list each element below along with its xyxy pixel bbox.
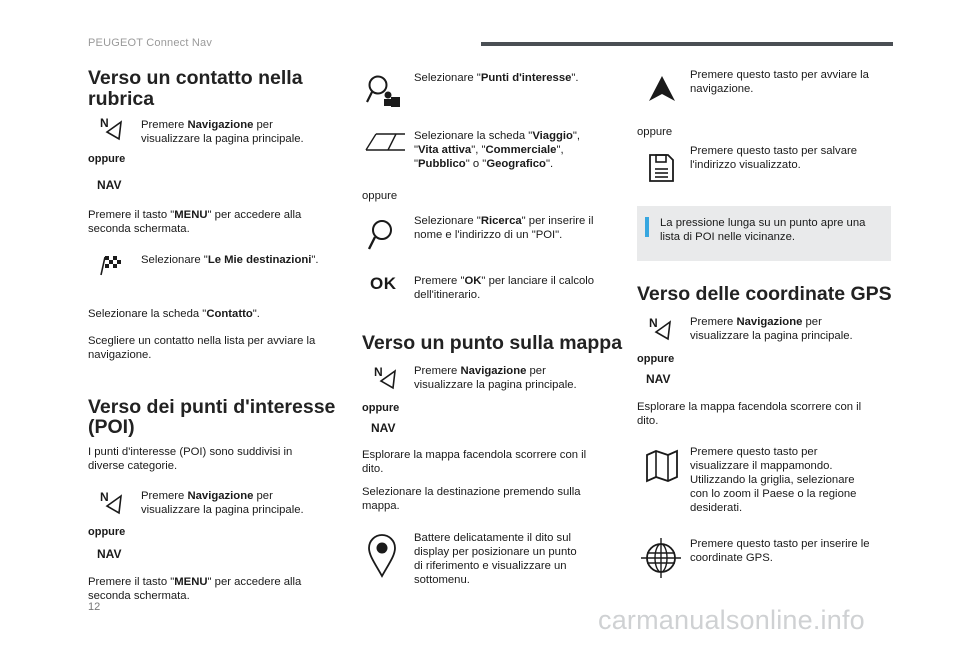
nav-button-label[interactable]: NAV — [371, 421, 396, 435]
oppure-label: oppure — [362, 402, 400, 414]
oppure-label: oppure — [637, 353, 675, 365]
text-nav-line1: Premere Navigazione per — [414, 365, 546, 377]
text-nav-line2: visualizzare la pagina principale. — [141, 504, 304, 516]
text-select-dest-line1: Selezionare la destinazione premendo sulla — [362, 486, 581, 498]
text-my-destinations: Selezionare "Le Mie destinazioni". — [141, 254, 319, 266]
text-info-line1: La pressione lunga su un punto apre una — [660, 217, 866, 229]
ok-button-icon[interactable]: OK — [370, 274, 397, 293]
text-gps-line2: coordinate GPS. — [690, 552, 773, 564]
heading-gps: Verso delle coordinate GPS — [637, 283, 892, 305]
text-tab-line2: "Vita attiva", "Commerciale", — [414, 144, 564, 156]
text-poi-intro-line2: diverse categorie. — [88, 460, 178, 472]
text-menu-line1: Premere il tasto "MENU" per accedere alla — [88, 576, 302, 588]
checkered-flag-icon[interactable] — [98, 251, 124, 277]
text-select-dest-line2: mappa. — [362, 500, 400, 512]
text-choose-line2: navigazione. — [88, 349, 152, 361]
text-select-poi: Selezionare "Punti d'interesse". — [414, 72, 579, 84]
oppure-text: oppure — [637, 126, 673, 138]
watermark-text: carmanualsonline.info — [598, 605, 865, 635]
map-pin-icon[interactable] — [366, 532, 398, 578]
text-ok-line1: Premere "OK" per lanciare il calcolo — [414, 275, 595, 287]
heading-contact-1: Verso un contatto nella — [88, 67, 303, 89]
nav-button-label[interactable]: NAV — [97, 178, 122, 192]
gps-globe-icon[interactable] — [641, 537, 681, 579]
text-world-line1: Premere questo tasto per — [690, 446, 818, 458]
nav-n-letter: N — [649, 316, 658, 330]
start-navigation-icon[interactable] — [647, 74, 677, 104]
text-explore-line1: Esplorare la mappa facendola scorrere con il — [637, 401, 862, 413]
heading-poi-1: Verso dei punti d'interesse — [88, 396, 336, 418]
text-menu-line2: seconda schermata. — [88, 223, 190, 235]
text-nav-line1: Premere Navigazione per — [141, 119, 273, 131]
text-contact-tab: Selezionare la scheda "Contatto". — [88, 308, 260, 320]
text-world-line3: Utilizzando la griglia, selezionare — [690, 474, 855, 486]
text-menu-line2: seconda schermata. — [88, 590, 190, 602]
text-nav-line2: visualizzare la pagina principale. — [141, 133, 304, 145]
nav-arrow-icon — [653, 320, 673, 342]
header-divider-bar — [481, 42, 893, 46]
heading-contact-2: rubrica — [88, 88, 155, 110]
nav-n-letter: N — [374, 365, 383, 379]
text-explore-line1: Esplorare la mappa facendola scorrere con il — [362, 449, 587, 461]
text-tap-line1: Battere delicatamente il dito sul — [414, 532, 571, 544]
text-tab-line1: Selezionare la scheda "Viaggio", — [414, 130, 581, 142]
text-explore-line2: dito. — [637, 415, 659, 427]
search-icon[interactable] — [366, 218, 396, 252]
text-tap-line4: sottomenu. — [414, 574, 470, 586]
trip-road-icon[interactable] — [364, 130, 408, 154]
text-tap-line2: display per posizionare un punto — [414, 546, 577, 558]
text-explore-line2: dito. — [362, 463, 384, 475]
text-nav-line1: Premere Navigazione per — [141, 490, 273, 502]
text-save-line2: l'indirizzo visualizzato. — [690, 159, 801, 171]
text-nav-line2: visualizzare la pagina principale. — [690, 330, 853, 342]
nav-arrow-icon — [104, 120, 124, 142]
text-nav-line1: Premere Navigazione per — [690, 316, 822, 328]
nav-n-letter: N — [100, 490, 109, 504]
heading-poi-2: (POI) — [88, 416, 135, 438]
text-nav-line2: visualizzare la pagina principale. — [414, 379, 577, 391]
text-menu-line1: Premere il tasto "MENU" per accedere alla — [88, 209, 302, 221]
text-ok-line2: dell'itinerario. — [414, 289, 481, 301]
oppure-label: oppure — [88, 526, 126, 538]
nav-button-label[interactable]: NAV — [646, 372, 671, 386]
text-start-line1: Premere questo tasto per avviare la — [690, 69, 869, 81]
info-icon — [645, 217, 649, 237]
text-search-line1: Selezionare "Ricerca" per inserire il — [414, 215, 594, 227]
page-number: 12 — [88, 601, 101, 613]
text-search-line2: nome e l'indirizzo di un "POI". — [414, 229, 563, 241]
save-icon[interactable] — [646, 152, 676, 184]
text-save-line1: Premere questo tasto per salvare — [690, 145, 858, 157]
running-header: PEUGEOT Connect Nav — [88, 37, 213, 49]
nav-arrow-icon — [378, 369, 398, 391]
text-world-line4: con lo zoom il Paese o la regione — [690, 488, 857, 500]
poi-icon[interactable] — [364, 72, 404, 112]
text-start-line2: navigazione. — [690, 83, 754, 95]
nav-button-label[interactable]: NAV — [97, 547, 122, 561]
text-tap-line3: di riferimento e visualizzare un — [414, 560, 567, 572]
nav-n-letter: N — [100, 116, 109, 130]
text-tab-line3: "Pubblico" o "Geografico". — [414, 158, 554, 170]
nav-arrow-icon — [104, 494, 124, 516]
world-map-icon[interactable] — [644, 449, 680, 483]
oppure-text: oppure — [362, 190, 398, 202]
text-choose-line1: Scegliere un contatto nella lista per avviare la — [88, 335, 316, 347]
text-poi-intro-line1: I punti d'interesse (POI) sono suddivisi in — [88, 446, 293, 458]
text-gps-line1: Premere questo tasto per inserire le — [690, 538, 870, 550]
oppure-label: oppure — [88, 153, 126, 165]
heading-map-point: Verso un punto sulla mappa — [362, 332, 623, 354]
text-world-line2: visualizzare il mappamondo. — [690, 460, 833, 472]
text-world-line5: desiderati. — [690, 502, 743, 514]
text-info-line2: lista di POI nelle vicinanze. — [660, 231, 796, 243]
